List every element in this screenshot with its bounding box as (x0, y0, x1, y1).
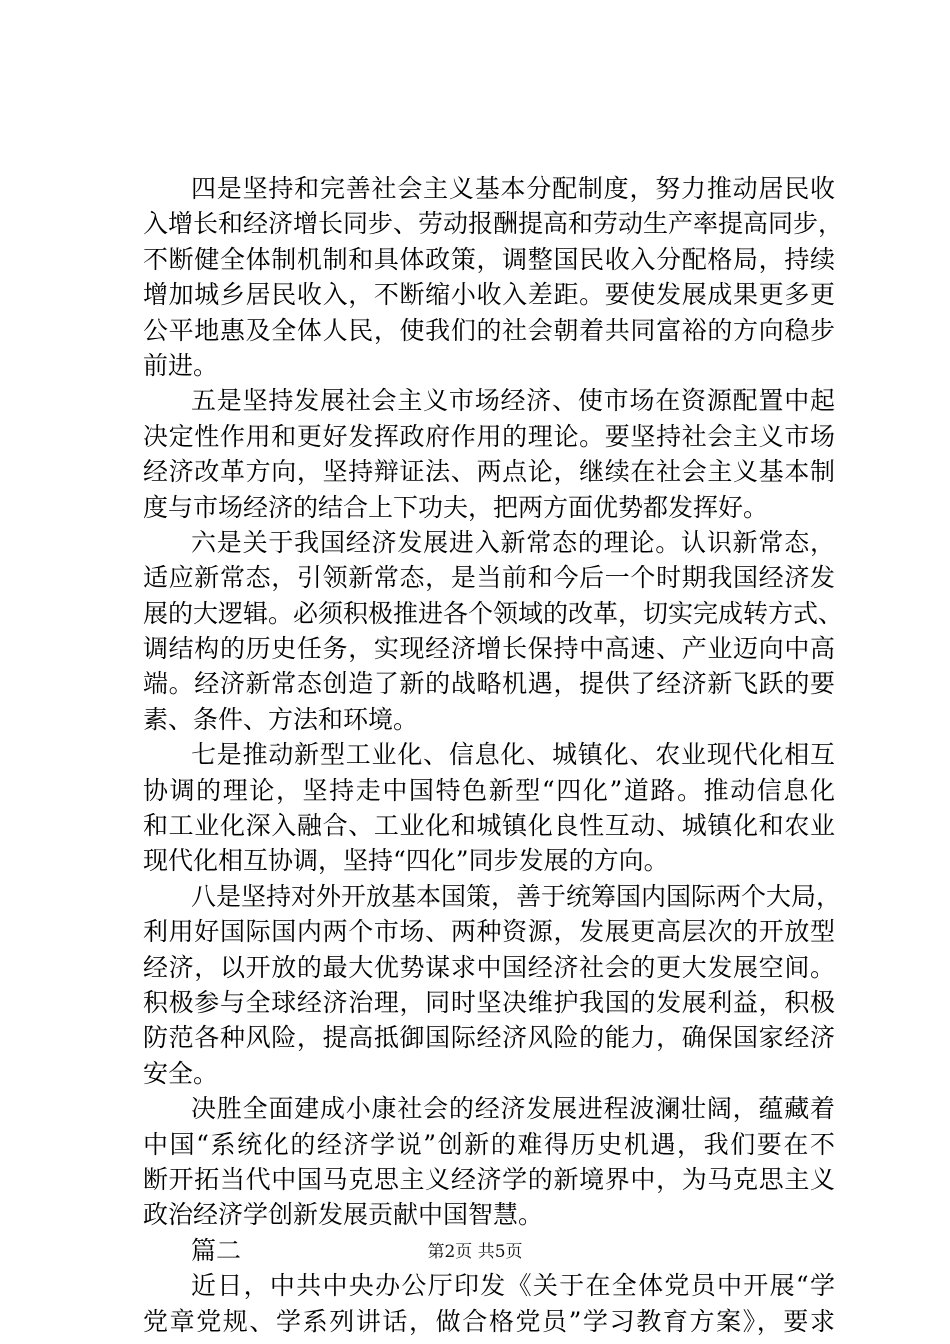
text-line: 增加城乡居民收入，不断缩小收入差距。要使发展成果更多更 (143, 280, 835, 310)
text-line: 度与市场经济的结合上下功夫，把两方面优势都发挥好。 (143, 492, 769, 522)
text-line: 政治经济学创新发展贡献中国智慧。 (143, 1200, 544, 1230)
text-line: 调结构的历史任务，实现经济增长保持中高速、产业迈向中高 (143, 634, 835, 664)
text-line: 适应新常态，引领新常态，是当前和今后一个时期我国经济发 (143, 563, 835, 593)
page-indicator: 第2页 共5页 (427, 1242, 523, 1262)
text-line: 六是关于我国经济发展进入新常态的理论。认识新常态， (191, 527, 835, 557)
text-line: 决胜全面建成小康社会的经济发展进程波澜壮阔，蕴藏着 (191, 1094, 835, 1124)
text-line: 近日，中共中央办公厅印发《关于在全体党员中开展“学 (191, 1271, 835, 1301)
text-line: 决定性作用和更好发挥政府作用的理论。要坚持社会主义市场 (143, 421, 835, 451)
text-line: 经济改革方向，坚持辩证法、两点论，继续在社会主义基本制 (143, 457, 835, 487)
text-line: 四是坚持和完善社会主义基本分配制度，努力推动居民收 (191, 174, 835, 203)
text-line: 党章党规、学系列讲话，做合格党员”学习教育方案》，要求 (143, 1306, 835, 1336)
text-line: 七是推动新型工业化、信息化、城镇化、农业现代化相互 (191, 740, 835, 770)
text-line: 中国“系统化的经济学说”创新的难得历史机遇，我们要在不 (143, 1129, 835, 1159)
text-line: 经济，以开放的最大优势谋求中国经济社会的更大发展空间。 (143, 952, 835, 982)
text-line: 端。经济新常态创造了新的战略机遇，提供了经济新飞跃的要 (143, 669, 835, 699)
text-line: 防范各种风险，提高抵御国际经济风险的能力，确保国家经济 (143, 1023, 835, 1053)
text-line: 素、条件、方法和环境。 (143, 704, 419, 734)
text-line: 八是坚持对外开放基本国策，善于统筹国内国际两个大局， (191, 881, 842, 911)
text-line: 展的大逻辑。必须积极推进各个领域的改革，切实完成转方式、 (143, 598, 844, 628)
text-line: 前进。 (143, 350, 219, 380)
text-line: 和工业化深入融合、工业化和城镇化良性互动、城镇化和农业 (143, 811, 835, 841)
text-line: 断开拓当代中国马克思主义经济学的新境界中，为马克思主义 (143, 1164, 835, 1194)
text-line: 五是坚持发展社会主义市场经济、使市场在资源配置中起 (191, 386, 835, 416)
text-line: 公平地惠及全体人民，使我们的社会朝着共同富裕的方向稳步 (143, 315, 835, 345)
text-line: 现代化相互协调，坚持“四化”同步发展的方向。 (143, 846, 669, 876)
text-line: 篇二 (191, 1235, 242, 1265)
text-line: 安全。 (143, 1058, 219, 1088)
text-line: 协调的理论，坚持走中国特色新型“四化”道路。推动信息化 (143, 775, 835, 805)
text-line: 不断健全体制机制和具体政策，调整国民收入分配格局，持续 (143, 244, 835, 274)
text-line: 入增长和经济增长同步、劳动报酬提高和劳动生产率提高同步， (143, 209, 844, 239)
document-body (143, 171, 844, 1339)
text-line: 利用好国际国内两个市场、两种资源，发展更高层次的开放型 (143, 917, 835, 947)
text-line: 积极参与全球经济治理，同时坚决维护我国的发展利益，积极 (143, 987, 835, 1017)
page-footer (0, 1242, 950, 1262)
